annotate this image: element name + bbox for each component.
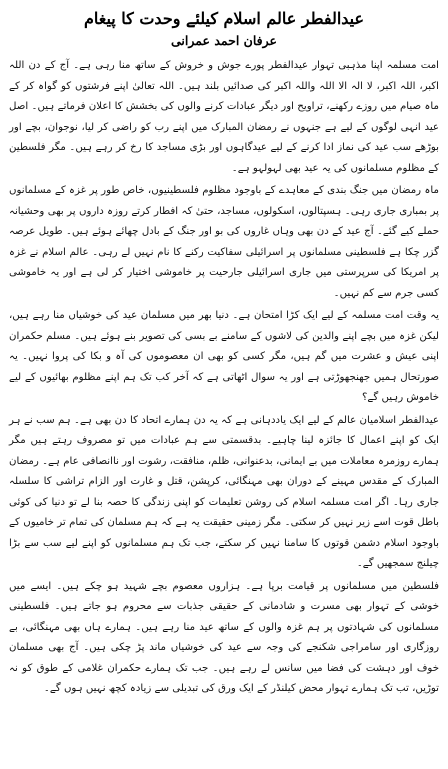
article-paragraph: ماہ رمضان میں جنگ بندی کے معاہدے کے باوجود مظلوم فلسطینیوں، خاص طور پر غزہ کے مسلمانوں پر بمباری جاری رہی۔ ہسپتالوں، اسکولوں، مساجد، حتیٰ کہ افطار کرتے روزہ داروں پر بھی وحشیانہ حملے کیے گئے۔ آج عید کے دن بھی وہاں غاروں کی بو اور جنگ کے بادل چھائے ہوئے ہیں۔ طویل عرصہ گزر چکا ہے فلسطینی مسلمانوں پر اسرائیلی سفاکیت رکنے کا نام نہیں لے رہی۔ عالم اسلام نے غزہ پر امریکا کی سرپرستی میں جاری اسرائیلی جارحیت پر خاموشی اختیار کر لی ہے اور یہ خاموشی کسی جرم سے کم نہیں۔: [9, 185, 439, 299]
article-paragraph: یہ وقت امت مسلمہ کے لیے ایک کڑا امتحان ہے۔ دنیا بھر میں مسلمان عید کی خوشیاں منا رہے ہیں، لیکن غزہ میں بچے اپنے والدین کی لاشوں کے سامنے بے بسی کی تصویر بنے ہوئے ہیں۔ مسلم حکمران اپنی عیش و عشرت میں گم ہیں، مگر کسی کو بھی ان معصوموں کی آہ و بکا کی پروا نہیں۔ یہ صورتحال ہمیں جھنجھوڑتی ہے اور یہ سوال اٹھاتی ہے کہ آخر کب تک ہم اپنے مظلوم بھائیوں کے لیے خاموش رہیں گے؟: [9, 310, 439, 403]
article-paragraph: امت مسلمہ اپنا مذہبی تہوار عیدالفطر پورے جوش و خروش کے ساتھ منا رہی ہے۔ آج کے دن اللہ اکبر، اللہ اکبر، لا الہ الا اللہ واللہ اکبر کی صدائیں بلند ہیں۔ اللہ تعالیٰ اپنے فرشتوں کو گواہ کر کے ماہ صیام میں روزے رکھنے، تراویح اور دیگر عبادات کرنے والوں کی بخشش کا اعلان فرماتے ہیں۔ اصل عید انہی لوگوں کے لیے ہے جنہوں نے رمضان المبارک میں اپنے رب کو راضی کر لیا، نوجوان، بچے اور بوڑھے سب عید کی نماز ادا کرنے کے لیے عیدگاہوں اور بڑی مساجد کا رخ کر رہے ہیں۔ مگر فلسطین کے مظلوم مسلمانوں کی یہ عید بھی لہولہو ہے۔: [9, 60, 439, 174]
article-headline: عیدالفطر عالم اسلام کیلئے وحدت کا پیغام: [83, 9, 365, 28]
article-body: [9, 56, 439, 700]
article-paragraph: فلسطین میں مسلمانوں پر قیامت برپا ہے۔ ہزاروں معصوم بچے شہید ہو چکے ہیں۔ ایسے میں خوشی کے تہوار بھی مسرت و شادمانی کے حقیقی جذبات سے محروم ہو جاتے ہیں۔ فلسطینی مسلمانوں کی شہادتوں پر ہم غزہ والوں کے ساتھ عید منا رہے ہیں۔ ہمارے ہاں بھی مہنگائی، بے روزگاری اور سامراجی شکنجے کی وجہ سے عید کی خوشیاں ماند پڑ چکی ہیں۔ آج بھی مسلمان خوف اور دہشت کی فضا میں سانس لے رہے ہیں۔ جب تک ہمارے حکمران غلامی کے طوق کو نہ توڑیں، تب تک ہمارے تہوار محض کیلنڈر کے ایک ورق کی تبدیلی سے زیادہ کچھ نہیں ہوں گے۔: [9, 580, 439, 694]
article-author: عرفان احمد عمرانی: [171, 33, 277, 48]
article-paragraph: عیدالفطر اسلامیان عالم کے لیے ایک یاددہانی ہے کہ یہ دن ہمارے اتحاد کا دن بھی ہے۔ ہم سب نے ہر ایک کو اپنے اعمال کا جائزہ لینا چاہیے۔ بدقسمتی سے ہم عبادات میں تو مصروف رہتے ہیں مگر ہمارے روزمرہ معاملات میں بے ایمانی، بدعنوانی، ظلم، منافقت، رشوت اور ناانصافی عام ہے۔ رمضان المبارک کے مقدس مہینے کے دوران بھی مہنگائی، کرپشن، قتل و غارت اور الزام تراشی کا سلسلہ جاری رہا۔ اگر امت مسلمہ اسلام کی روشن تعلیمات کو اپنی زندگی کا حصہ بنا لے تو دنیا کی کوئی باطل قوت اسے زیر نہیں کر سکتی۔ مگر زمینی حقیقت یہ ہے کہ ہم مسلمان کی تمام تر خامیوں کے باوجود اسلام دشمن قوتوں کا سامنا نہیں کر سکتے، جب تک ہم مسلمانوں کو اپنے لیے سب سے بڑا چیلنج سمجھیں گے۔: [9, 414, 439, 569]
